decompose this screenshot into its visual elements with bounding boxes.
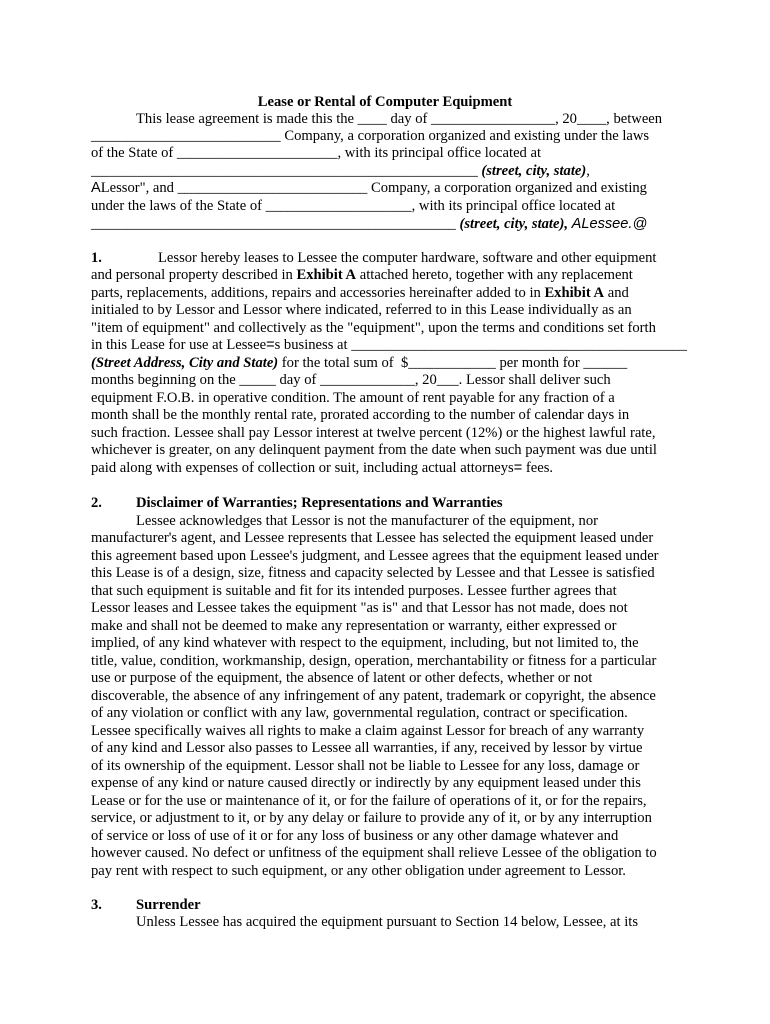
section-2-line: service, or adjustment to it, or by any delay or failure to provide any of it, or by any interruption xyxy=(91,810,652,826)
section-text: attached hereto, together with any replacement xyxy=(356,267,633,283)
intro-line xyxy=(91,216,647,233)
section-1-line xyxy=(91,267,633,284)
section-2-line: use or purpose of the equipment, the absence of latent or other defects, whether or not xyxy=(91,670,593,686)
exhibit-reference: Exhibit A xyxy=(296,267,357,283)
section-2-heading xyxy=(91,495,503,512)
section-2-line: however caused. No defect or unfitness of the equipment shall relieve Lessee of the obligation to xyxy=(91,845,657,861)
section-heading: Surrender xyxy=(136,897,201,913)
symbol-glyph: = xyxy=(513,460,523,476)
section-text: and personal property described in xyxy=(91,267,297,283)
section-1-line: initialed to by Lessor and Lessor where indicated, referred to in this Lease individually as an xyxy=(91,302,632,318)
section-2-line: implied, of any kind whatever with respect to the equipment, including, but not limited to, the xyxy=(91,635,639,651)
symbol-glyph: = xyxy=(266,337,275,353)
section-2-line: Lessee specifically waives all rights to make a claim against Lessor for breach of any warranty xyxy=(91,723,645,739)
section-1-line: such fraction. Lessee shall pay Lessor interest at twelve percent (12%) or the highest lawful rate, xyxy=(91,425,656,441)
section-1-line xyxy=(91,355,627,372)
section-2-line: manufacturer's agent, and Lessee represents that Lessee has selected the equipment leased under xyxy=(91,530,654,546)
section-2-line: of any kind and Lessor also passes to Lessee all warranties, if any, received by lessor by virtue xyxy=(91,740,643,756)
intro-line: This lease agreement is made this the ____ day of _________________, 20____, between xyxy=(136,111,663,127)
intro-text: Lessor", and __________________________ Company, a corporation organized and existing xyxy=(100,180,647,196)
section-1-line: month shall be the monthly rental rate, prorated according to the number of calendar days in xyxy=(91,407,630,423)
section-1-line: "item of equipment" and collectively as the "equipment", upon the terms and conditions set forth xyxy=(91,320,656,336)
intro-line: of the State of ______________________, with its principal office located at xyxy=(91,145,542,161)
section-2-line: this agreement based upon Lessee's judgment, and Lessee agrees that the equipment leased under xyxy=(91,548,659,564)
symbol-glyph: A xyxy=(91,180,101,196)
section-1-line: whichever is greater, on any delinquent payment from the date when such payment was due until xyxy=(91,442,657,458)
section-1-line: equipment F.O.B. in operative condition. The amount of rent payable for any fraction of a xyxy=(91,390,615,406)
section-number: 3. xyxy=(91,897,102,913)
exhibit-reference: Exhibit A xyxy=(544,285,605,301)
section-2-line: this Lease is of a design, size, fitness and capacity selected by Lessee and that Lessee is satisfied xyxy=(91,565,655,581)
section-text: fees. xyxy=(522,460,554,476)
section-1-line xyxy=(91,285,629,302)
section-2-line: pay rent with respect to such equipment, or any other obligation under agreement to Lessor. xyxy=(91,863,626,879)
section-text: Lessor hereby leases to Lessee the computer hardware, software and other equipment xyxy=(158,250,657,266)
section-2-line: of its ownership of the equipment. Lessor shall not be liable to Lessee for any loss, damage or xyxy=(91,758,640,774)
section-1-line xyxy=(91,460,553,477)
section-2-line: Lessee acknowledges that Lessor is not the manufacturer of the equipment, nor xyxy=(136,513,598,529)
section-2-line: Lessor leases and Lessee takes the equipment "as is" and that Lessor has not made, does not xyxy=(91,600,628,616)
blank-line: __________________________________________________ xyxy=(91,216,456,232)
section-2-line: expense of any kind or nature caused directly or indirectly by any equipment leased under this xyxy=(91,775,641,791)
section-1-line: months beginning on the _____ day of _____________, 20___. Lessor shall deliver such xyxy=(91,372,611,388)
section-text: in this Lease for use at Lessee xyxy=(91,337,267,353)
section-3-line: Unless Lessee has acquired the equipment pursuant to Section 14 below, Lessee, at its xyxy=(136,914,639,930)
section-2-line: make and shall not be deemed to make any representation or warranty, either expressed or xyxy=(91,618,617,634)
section-2-line: title, value, condition, workmanship, design, operation, merchantability or fitness for a particular xyxy=(91,653,657,669)
section-number: 2. xyxy=(91,495,102,511)
address-placeholder: (street, city, state) xyxy=(481,163,587,179)
section-text: parts, replacements, additions, repairs and accessories hereinafter added to in xyxy=(91,285,545,301)
symbol-glyph: ALessee.@ xyxy=(571,216,648,232)
blank-line: _____________________________________________________ xyxy=(91,163,478,179)
section-2-line: discoverable, the absence of any infringement of any patent, trademark or copyright, the absence xyxy=(91,688,656,704)
section-1-line xyxy=(91,337,687,354)
intro-line xyxy=(91,163,590,180)
section-text: for the total sum of $____________ per month for ______ xyxy=(278,355,628,371)
address-placeholder: (street, city, state), xyxy=(459,216,572,232)
punctuation: , xyxy=(586,163,590,179)
section-heading: Disclaimer of Warranties; Representations and Warranties xyxy=(136,495,503,511)
section-number: 1. xyxy=(91,250,102,266)
section-text: paid along with expenses of collection or suit, including actual attorneys xyxy=(91,460,514,476)
intro-line: under the laws of the State of ____________________, with its principal office located at xyxy=(91,198,616,214)
document-title: Lease or Rental of Computer Equipment xyxy=(257,94,513,110)
section-text: s business at ______________________________________________ xyxy=(274,337,687,353)
intro-line xyxy=(91,180,647,197)
section-2-line: Lease or for the use or maintenance of it, or for the failure of operations of it, or for the repairs, xyxy=(91,793,647,809)
section-text: and xyxy=(604,285,629,301)
section-2-line: of service or loss of use of it or for any loss of business or any other damage whatever and xyxy=(91,828,619,844)
section-2-line: of any violation or conflict with any law, governmental regulation, contract or specification. xyxy=(91,705,628,721)
address-placeholder: (Street Address, City and State) xyxy=(91,355,279,371)
section-2-line: that such equipment is suitable and fit for its intended purposes. Lessee further agrees that xyxy=(91,583,617,599)
section-3-heading xyxy=(91,897,201,914)
section-1-line xyxy=(91,250,656,267)
intro-line: __________________________ Company, a corporation organized and existing under the laws xyxy=(91,128,650,144)
